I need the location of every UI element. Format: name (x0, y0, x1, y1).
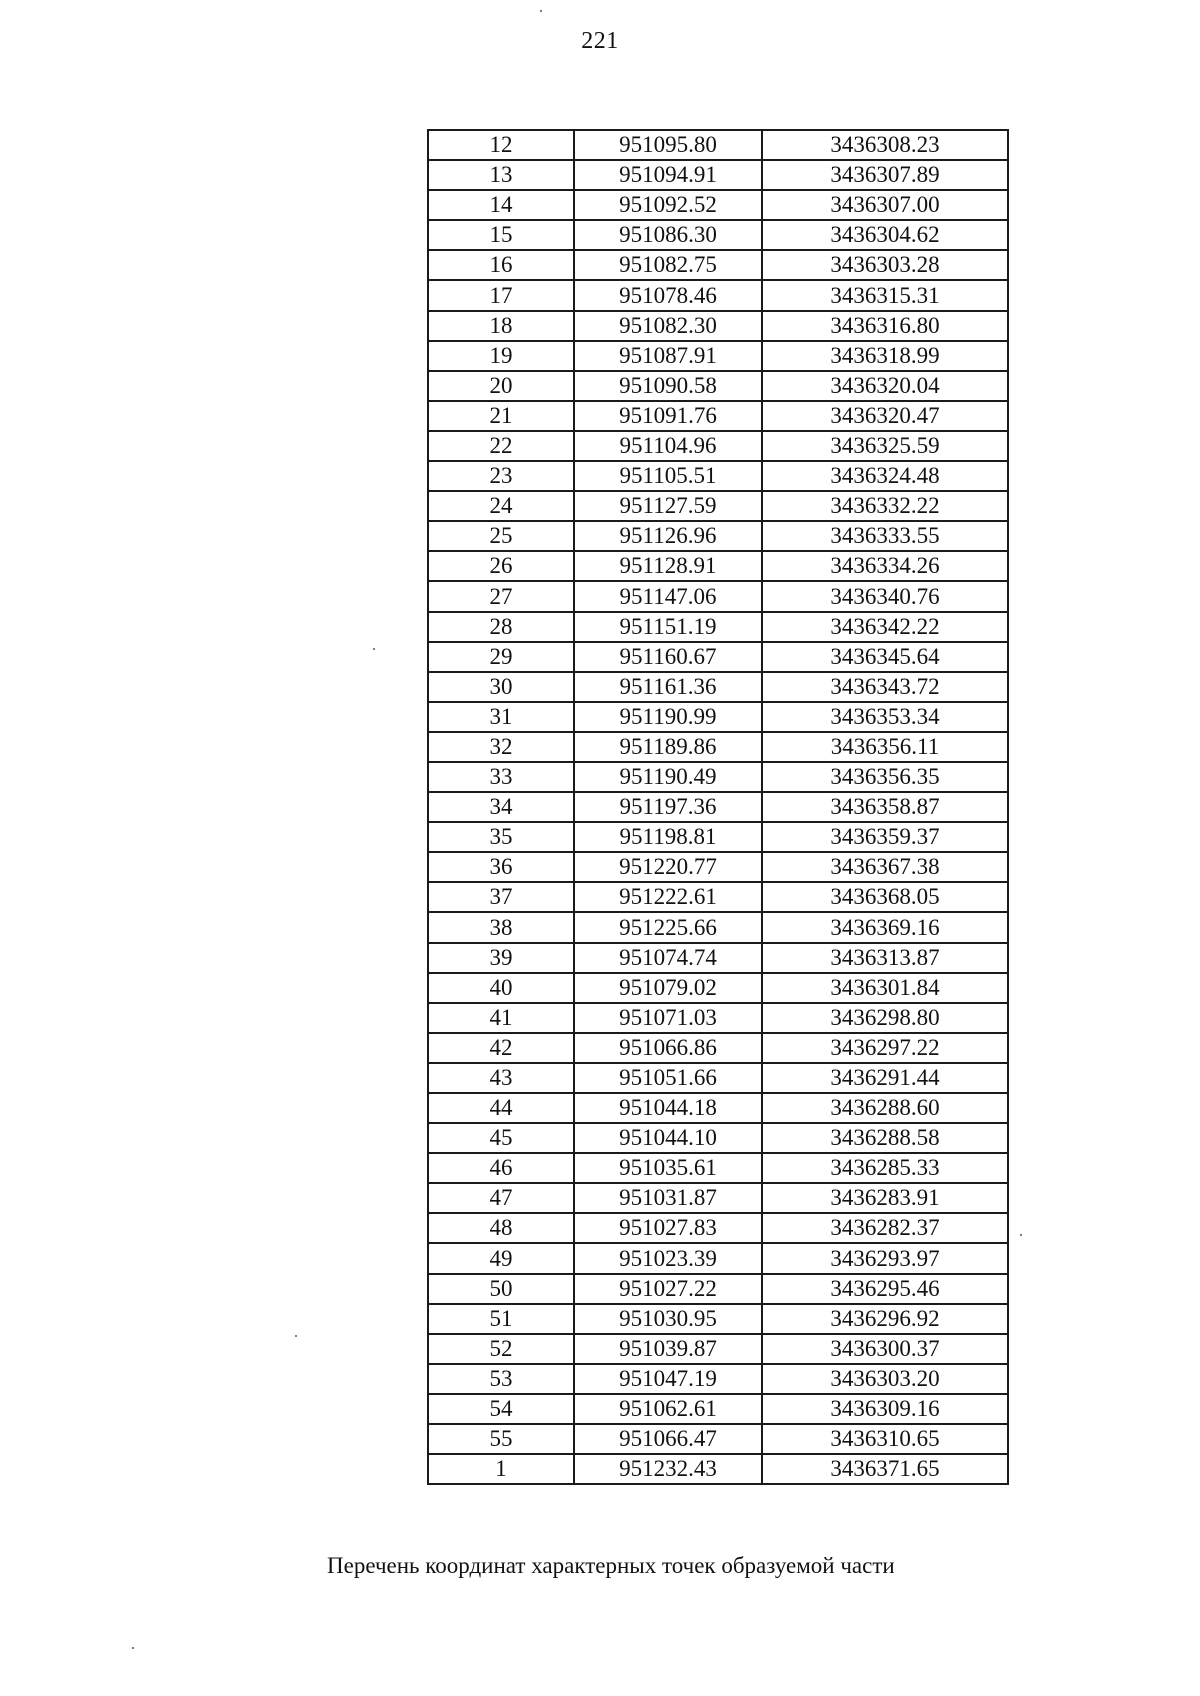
y-coordinate-cell: 3436342.22 (762, 612, 1008, 642)
point-number-cell: 43 (428, 1063, 574, 1093)
y-coordinate-cell: 3436368.05 (762, 882, 1008, 912)
y-coordinate-cell: 3436297.22 (762, 1033, 1008, 1063)
point-number-cell: 51 (428, 1304, 574, 1334)
x-coordinate-cell: 951222.61 (574, 882, 762, 912)
y-coordinate-cell: 3436356.35 (762, 762, 1008, 792)
x-coordinate-cell: 951232.43 (574, 1454, 762, 1484)
table-row (428, 431, 1008, 461)
scan-speck (295, 1335, 297, 1337)
table-row (428, 1033, 1008, 1063)
x-coordinate-cell: 951095.80 (574, 130, 762, 160)
y-coordinate-cell: 3436332.22 (762, 491, 1008, 521)
y-coordinate-cell: 3436353.34 (762, 702, 1008, 732)
table-caption: Перечень координат характерных точек образуемой части (327, 1553, 895, 1578)
y-coordinate-cell: 3436340.76 (762, 581, 1008, 611)
y-coordinate-cell: 3436296.92 (762, 1304, 1008, 1334)
x-coordinate-cell: 951225.66 (574, 912, 762, 942)
x-coordinate-cell: 951030.95 (574, 1304, 762, 1334)
table-row (428, 612, 1008, 642)
point-number-cell: 1 (428, 1454, 574, 1484)
table-row (428, 1454, 1008, 1484)
point-number-cell: 12 (428, 130, 574, 160)
x-coordinate-cell: 951198.81 (574, 822, 762, 852)
x-coordinate-cell: 951126.96 (574, 521, 762, 551)
table-row (428, 1364, 1008, 1394)
table-row (428, 1003, 1008, 1033)
point-number-cell: 48 (428, 1213, 574, 1243)
page-number: 221 (581, 28, 619, 54)
point-number-cell: 26 (428, 551, 574, 581)
point-number-cell: 35 (428, 822, 574, 852)
x-coordinate-cell: 951078.46 (574, 280, 762, 310)
point-number-cell: 16 (428, 250, 574, 280)
table-row (428, 1304, 1008, 1334)
table-row (428, 220, 1008, 250)
table-row (428, 461, 1008, 491)
x-coordinate-cell: 951082.75 (574, 250, 762, 280)
x-coordinate-cell: 951104.96 (574, 431, 762, 461)
y-coordinate-cell: 3436324.48 (762, 461, 1008, 491)
x-coordinate-cell: 951044.10 (574, 1123, 762, 1153)
coordinates-table-body (428, 130, 1008, 1484)
y-coordinate-cell: 3436371.65 (762, 1454, 1008, 1484)
table-row (428, 280, 1008, 310)
x-coordinate-cell: 951091.76 (574, 401, 762, 431)
table-row (428, 1274, 1008, 1304)
x-coordinate-cell: 951094.91 (574, 160, 762, 190)
table-row (428, 250, 1008, 280)
x-coordinate-cell: 951074.74 (574, 943, 762, 973)
point-number-cell: 31 (428, 702, 574, 732)
y-coordinate-cell: 3436309.16 (762, 1394, 1008, 1424)
x-coordinate-cell: 951035.61 (574, 1153, 762, 1183)
point-number-cell: 39 (428, 943, 574, 973)
y-coordinate-cell: 3436298.80 (762, 1003, 1008, 1033)
point-number-cell: 32 (428, 732, 574, 762)
point-number-cell: 50 (428, 1274, 574, 1304)
y-coordinate-cell: 3436334.26 (762, 551, 1008, 581)
x-coordinate-cell: 951151.19 (574, 612, 762, 642)
x-coordinate-cell: 951161.36 (574, 672, 762, 702)
x-coordinate-cell: 951190.49 (574, 762, 762, 792)
y-coordinate-cell: 3436293.97 (762, 1243, 1008, 1273)
y-coordinate-cell: 3436358.87 (762, 792, 1008, 822)
point-number-cell: 13 (428, 160, 574, 190)
y-coordinate-cell: 3436367.38 (762, 852, 1008, 882)
y-coordinate-cell: 3436313.87 (762, 943, 1008, 973)
y-coordinate-cell: 3436325.59 (762, 431, 1008, 461)
table-row (428, 401, 1008, 431)
point-number-cell: 28 (428, 612, 574, 642)
coordinates-table (427, 129, 1009, 1485)
table-row (428, 581, 1008, 611)
table-row (428, 551, 1008, 581)
point-number-cell: 33 (428, 762, 574, 792)
y-coordinate-cell: 3436316.80 (762, 311, 1008, 341)
x-coordinate-cell: 951197.36 (574, 792, 762, 822)
table-row (428, 882, 1008, 912)
table-row (428, 1334, 1008, 1364)
table-row (428, 912, 1008, 942)
point-number-cell: 44 (428, 1093, 574, 1123)
table-row (428, 1123, 1008, 1153)
x-coordinate-cell: 951086.30 (574, 220, 762, 250)
point-number-cell: 46 (428, 1153, 574, 1183)
x-coordinate-cell: 951128.91 (574, 551, 762, 581)
y-coordinate-cell: 3436288.58 (762, 1123, 1008, 1153)
point-number-cell: 42 (428, 1033, 574, 1063)
table-row (428, 1183, 1008, 1213)
y-coordinate-cell: 3436345.64 (762, 642, 1008, 672)
table-row (428, 1063, 1008, 1093)
x-coordinate-cell: 951220.77 (574, 852, 762, 882)
y-coordinate-cell: 3436295.46 (762, 1274, 1008, 1304)
y-coordinate-cell: 3436310.65 (762, 1424, 1008, 1454)
point-number-cell: 49 (428, 1243, 574, 1273)
scan-speck (132, 1647, 134, 1649)
y-coordinate-cell: 3436343.72 (762, 672, 1008, 702)
point-number-cell: 17 (428, 280, 574, 310)
y-coordinate-cell: 3436304.62 (762, 220, 1008, 250)
table-row (428, 1424, 1008, 1454)
y-coordinate-cell: 3436320.04 (762, 371, 1008, 401)
table-row (428, 521, 1008, 551)
x-coordinate-cell: 951090.58 (574, 371, 762, 401)
point-number-cell: 27 (428, 581, 574, 611)
x-coordinate-cell: 951071.03 (574, 1003, 762, 1033)
x-coordinate-cell: 951051.66 (574, 1063, 762, 1093)
y-coordinate-cell: 3436301.84 (762, 973, 1008, 1003)
y-coordinate-cell: 3436291.44 (762, 1063, 1008, 1093)
x-coordinate-cell: 951105.51 (574, 461, 762, 491)
table-row (428, 130, 1008, 160)
y-coordinate-cell: 3436307.89 (762, 160, 1008, 190)
point-number-cell: 38 (428, 912, 574, 942)
x-coordinate-cell: 951027.83 (574, 1213, 762, 1243)
point-number-cell: 45 (428, 1123, 574, 1153)
table-row (428, 341, 1008, 371)
y-coordinate-cell: 3436356.11 (762, 732, 1008, 762)
x-coordinate-cell: 951066.86 (574, 1033, 762, 1063)
y-coordinate-cell: 3436359.37 (762, 822, 1008, 852)
y-coordinate-cell: 3436307.00 (762, 190, 1008, 220)
table-row (428, 732, 1008, 762)
y-coordinate-cell: 3436285.33 (762, 1153, 1008, 1183)
table-row (428, 160, 1008, 190)
point-number-cell: 34 (428, 792, 574, 822)
table-row (428, 792, 1008, 822)
x-coordinate-cell: 951047.19 (574, 1364, 762, 1394)
x-coordinate-cell: 951147.06 (574, 581, 762, 611)
table-row (428, 642, 1008, 672)
x-coordinate-cell: 951062.61 (574, 1394, 762, 1424)
y-coordinate-cell: 3436303.28 (762, 250, 1008, 280)
x-coordinate-cell: 951127.59 (574, 491, 762, 521)
x-coordinate-cell: 951044.18 (574, 1093, 762, 1123)
point-number-cell: 14 (428, 190, 574, 220)
table-row (428, 1243, 1008, 1273)
table-row (428, 852, 1008, 882)
point-number-cell: 40 (428, 973, 574, 1003)
point-number-cell: 22 (428, 431, 574, 461)
y-coordinate-cell: 3436308.23 (762, 130, 1008, 160)
x-coordinate-cell: 951027.22 (574, 1274, 762, 1304)
point-number-cell: 36 (428, 852, 574, 882)
point-number-cell: 21 (428, 401, 574, 431)
point-number-cell: 30 (428, 672, 574, 702)
point-number-cell: 37 (428, 882, 574, 912)
y-coordinate-cell: 3436333.55 (762, 521, 1008, 551)
table-row (428, 762, 1008, 792)
point-number-cell: 23 (428, 461, 574, 491)
x-coordinate-cell: 951023.39 (574, 1243, 762, 1273)
point-number-cell: 24 (428, 491, 574, 521)
point-number-cell: 52 (428, 1334, 574, 1364)
y-coordinate-cell: 3436300.37 (762, 1334, 1008, 1364)
point-number-cell: 55 (428, 1424, 574, 1454)
point-number-cell: 15 (428, 220, 574, 250)
scan-speck (1020, 1234, 1022, 1236)
x-coordinate-cell: 951092.52 (574, 190, 762, 220)
point-number-cell: 20 (428, 371, 574, 401)
y-coordinate-cell: 3436318.99 (762, 341, 1008, 371)
x-coordinate-cell: 951189.86 (574, 732, 762, 762)
table-row (428, 943, 1008, 973)
y-coordinate-cell: 3436282.37 (762, 1213, 1008, 1243)
y-coordinate-cell: 3436320.47 (762, 401, 1008, 431)
table-row (428, 190, 1008, 220)
table-row (428, 822, 1008, 852)
point-number-cell: 18 (428, 311, 574, 341)
table-row (428, 973, 1008, 1003)
point-number-cell: 29 (428, 642, 574, 672)
y-coordinate-cell: 3436315.31 (762, 280, 1008, 310)
x-coordinate-cell: 951066.47 (574, 1424, 762, 1454)
y-coordinate-cell: 3436303.20 (762, 1364, 1008, 1394)
y-coordinate-cell: 3436369.16 (762, 912, 1008, 942)
table-row (428, 1093, 1008, 1123)
y-coordinate-cell: 3436283.91 (762, 1183, 1008, 1213)
point-number-cell: 54 (428, 1394, 574, 1424)
x-coordinate-cell: 951087.91 (574, 341, 762, 371)
point-number-cell: 19 (428, 341, 574, 371)
x-coordinate-cell: 951079.02 (574, 973, 762, 1003)
x-coordinate-cell: 951031.87 (574, 1183, 762, 1213)
point-number-cell: 53 (428, 1364, 574, 1394)
table-row (428, 371, 1008, 401)
table-row (428, 1213, 1008, 1243)
point-number-cell: 25 (428, 521, 574, 551)
x-coordinate-cell: 951190.99 (574, 702, 762, 732)
x-coordinate-cell: 951039.87 (574, 1334, 762, 1364)
scan-speck (373, 648, 375, 650)
y-coordinate-cell: 3436288.60 (762, 1093, 1008, 1123)
point-number-cell: 41 (428, 1003, 574, 1033)
scan-speck (540, 10, 542, 12)
table-row (428, 672, 1008, 702)
table-row (428, 702, 1008, 732)
table-row (428, 491, 1008, 521)
point-number-cell: 47 (428, 1183, 574, 1213)
table-row (428, 311, 1008, 341)
table-row (428, 1153, 1008, 1183)
x-coordinate-cell: 951082.30 (574, 311, 762, 341)
x-coordinate-cell: 951160.67 (574, 642, 762, 672)
table-row (428, 1394, 1008, 1424)
